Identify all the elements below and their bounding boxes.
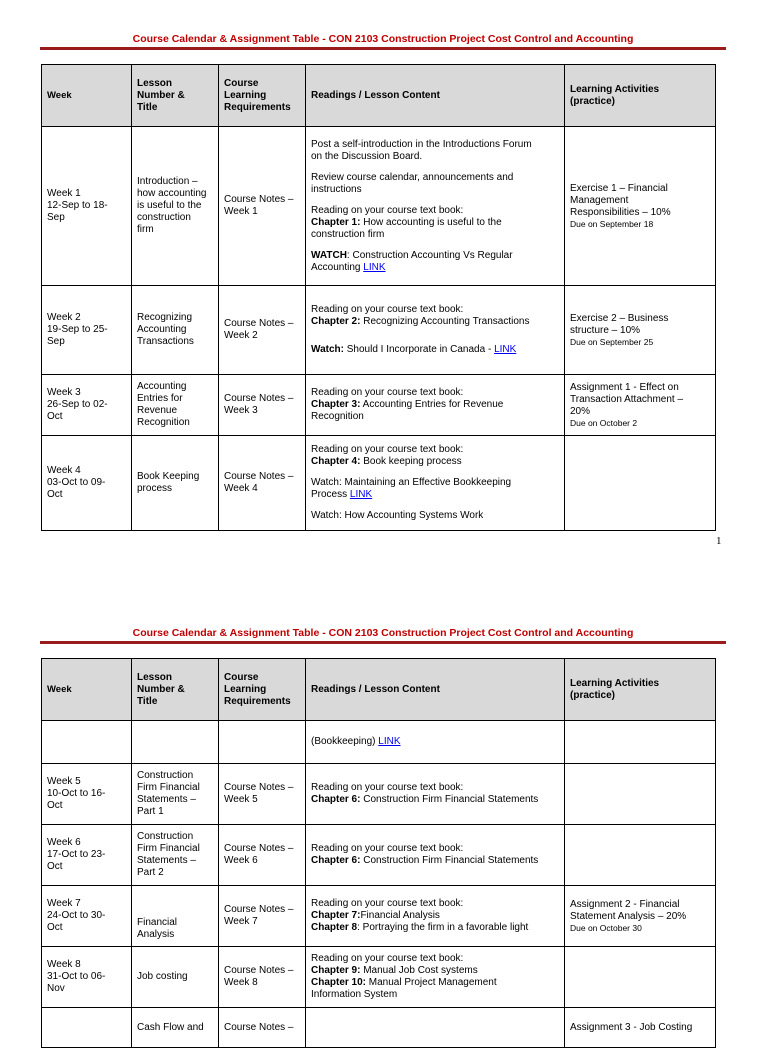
header-activities: Learning Activities (practice) <box>565 659 716 721</box>
course-notes-cell: Course Notes – Week 4 <box>219 436 306 531</box>
table-row <box>42 1008 716 1048</box>
header-lesson: Lesson Number & Title <box>132 65 219 127</box>
header-week: Week <box>42 65 132 127</box>
header-readings: Readings / Lesson Content <box>306 65 565 127</box>
header-course-requirements: Course Learning Requirements <box>219 65 306 127</box>
week-cell: Week 7 24-Oct to 30- Oct <box>42 886 132 947</box>
readings-cell: Reading on your course text book: Chapter 6: Construction Firm Financial Statements <box>306 764 565 825</box>
readings-cell: (Bookkeeping) LINK <box>306 721 565 764</box>
activities-cell: Exercise 2 – Business structure – 10% Due on September 25 <box>565 286 716 375</box>
activities-cell: Assignment 3 - Job Costing <box>565 1008 716 1048</box>
week-cell: Week 1 12-Sep to 18- Sep <box>42 127 132 286</box>
table-row <box>42 127 716 286</box>
activities-cell <box>565 825 716 886</box>
table-row <box>42 375 716 436</box>
activities-cell <box>565 764 716 825</box>
lesson-cell: Construction Firm Financial Statements – Part 2 <box>132 825 219 886</box>
readings-cell: Post a self-introduction in the Introductions Forum on the Discussion Board. Review course calendar, announcements and instructions Reading on your course text book: Chapter 1: How accounting is useful to the construction firm WATCH: Construction Accounting Vs Regular Accounting LINK <box>306 127 565 286</box>
course-notes-cell: Course Notes – <box>219 1008 306 1048</box>
week-cell: Week 4 03-Oct to 09- Oct <box>42 436 132 531</box>
lesson-cell: Cash Flow and <box>132 1008 219 1048</box>
activities-cell <box>565 947 716 1008</box>
watch-link[interactable]: LINK <box>494 344 517 355</box>
table-row <box>42 436 716 531</box>
bookkeeping-link[interactable]: LINK <box>378 736 401 747</box>
week-cell: Week 5 10-Oct to 16- Oct <box>42 764 132 825</box>
course-calendar-table-page-2 <box>41 658 716 1048</box>
course-notes-cell: Course Notes – Week 7 <box>219 886 306 947</box>
lesson-cell: Job costing <box>132 947 219 1008</box>
table-row <box>42 721 716 764</box>
activities-cell <box>565 721 716 764</box>
table-row <box>42 886 716 947</box>
lesson-cell: Introduction – how accounting is useful to the construction firm <box>132 127 219 286</box>
readings-cell: Reading on your course text book: Chapter 4: Book keeping process Watch: Maintaining an Effective Bookkeeping Process LINK Watch: How Accounting Systems Work <box>306 436 565 531</box>
page-header-title: Course Calendar & Assignment Table - CON 2103 Construction Project Cost Control and Accounting <box>132 33 634 45</box>
course-notes-cell: Course Notes – Week 6 <box>219 825 306 886</box>
readings-cell: Reading on your course text book: Chapter 9: Manual Job Cost systems Chapter 10: Manual Project Management Information System <box>306 947 565 1008</box>
table-header-row <box>42 65 716 127</box>
table-header-row <box>42 659 716 721</box>
page-header-title: Course Calendar & Assignment Table - CON 2103 Construction Project Cost Control and Accounting <box>132 627 634 639</box>
activities-cell: Exercise 1 – Financial Management Responsibilities – 10% Due on September 18 <box>565 127 716 286</box>
header-lesson: Lesson Number & Title <box>132 659 219 721</box>
page-number: 1 <box>716 535 722 547</box>
readings-cell: Reading on your course text book: Chapter 2: Recognizing Accounting Transactions Watch: Should I Incorporate in Canada - LINK <box>306 286 565 375</box>
week-cell <box>42 721 132 764</box>
header-divider <box>40 641 726 644</box>
header-week: Week <box>42 659 132 721</box>
table-row <box>42 764 716 825</box>
header-divider <box>40 47 726 50</box>
course-notes-cell: Course Notes – Week 5 <box>219 764 306 825</box>
week-cell: Week 6 17-Oct to 23- Oct <box>42 825 132 886</box>
lesson-cell: Book Keeping process <box>132 436 219 531</box>
course-notes-cell <box>219 721 306 764</box>
watch-link[interactable]: LINK <box>349 489 373 500</box>
activities-cell: Assignment 1 - Effect on Transaction Attachment – 20% Due on October 2 <box>565 375 716 436</box>
course-calendar-table-page-1 <box>41 64 716 531</box>
table-row <box>42 286 716 375</box>
readings-cell <box>306 1008 565 1048</box>
week-cell: Week 2 19-Sep to 25- Sep <box>42 286 132 375</box>
activities-cell <box>565 436 716 531</box>
readings-cell: Reading on your course text book: Chapter 3: Accounting Entries for Revenue Recognition <box>306 375 565 436</box>
lesson-cell <box>132 721 219 764</box>
lesson-cell: Construction Firm Financial Statements – Part 1 <box>132 764 219 825</box>
readings-cell: Reading on your course text book: Chapter 7:Financial Analysis Chapter 8: Portraying the firm in a favorable light <box>306 886 565 947</box>
lesson-cell: Financial Analysis <box>132 886 219 947</box>
table-row <box>42 825 716 886</box>
activities-cell: Assignment 2 - Financial Statement Analysis – 20% Due on October 30 <box>565 886 716 947</box>
readings-cell: Reading on your course text book: Chapter 6: Construction Firm Financial Statements <box>306 825 565 886</box>
header-course-requirements: Course Learning Requirements <box>219 659 306 721</box>
week-cell <box>42 1008 132 1048</box>
header-activities: Learning Activities (practice) <box>565 65 716 127</box>
week-cell: Week 3 26-Sep to 02- Oct <box>42 375 132 436</box>
table-row <box>42 947 716 1008</box>
course-notes-cell: Course Notes – Week 8 <box>219 947 306 1008</box>
lesson-cell: Recognizing Accounting Transactions <box>132 286 219 375</box>
course-notes-cell: Course Notes – Week 1 <box>219 127 306 286</box>
watch-link[interactable]: LINK <box>363 261 386 273</box>
course-notes-cell: Course Notes – Week 3 <box>219 375 306 436</box>
course-notes-cell: Course Notes – Week 2 <box>219 286 306 375</box>
lesson-cell: Accounting Entries for Revenue Recognition <box>132 375 219 436</box>
week-cell: Week 8 31-Oct to 06- Nov <box>42 947 132 1008</box>
header-readings: Readings / Lesson Content <box>306 659 565 721</box>
